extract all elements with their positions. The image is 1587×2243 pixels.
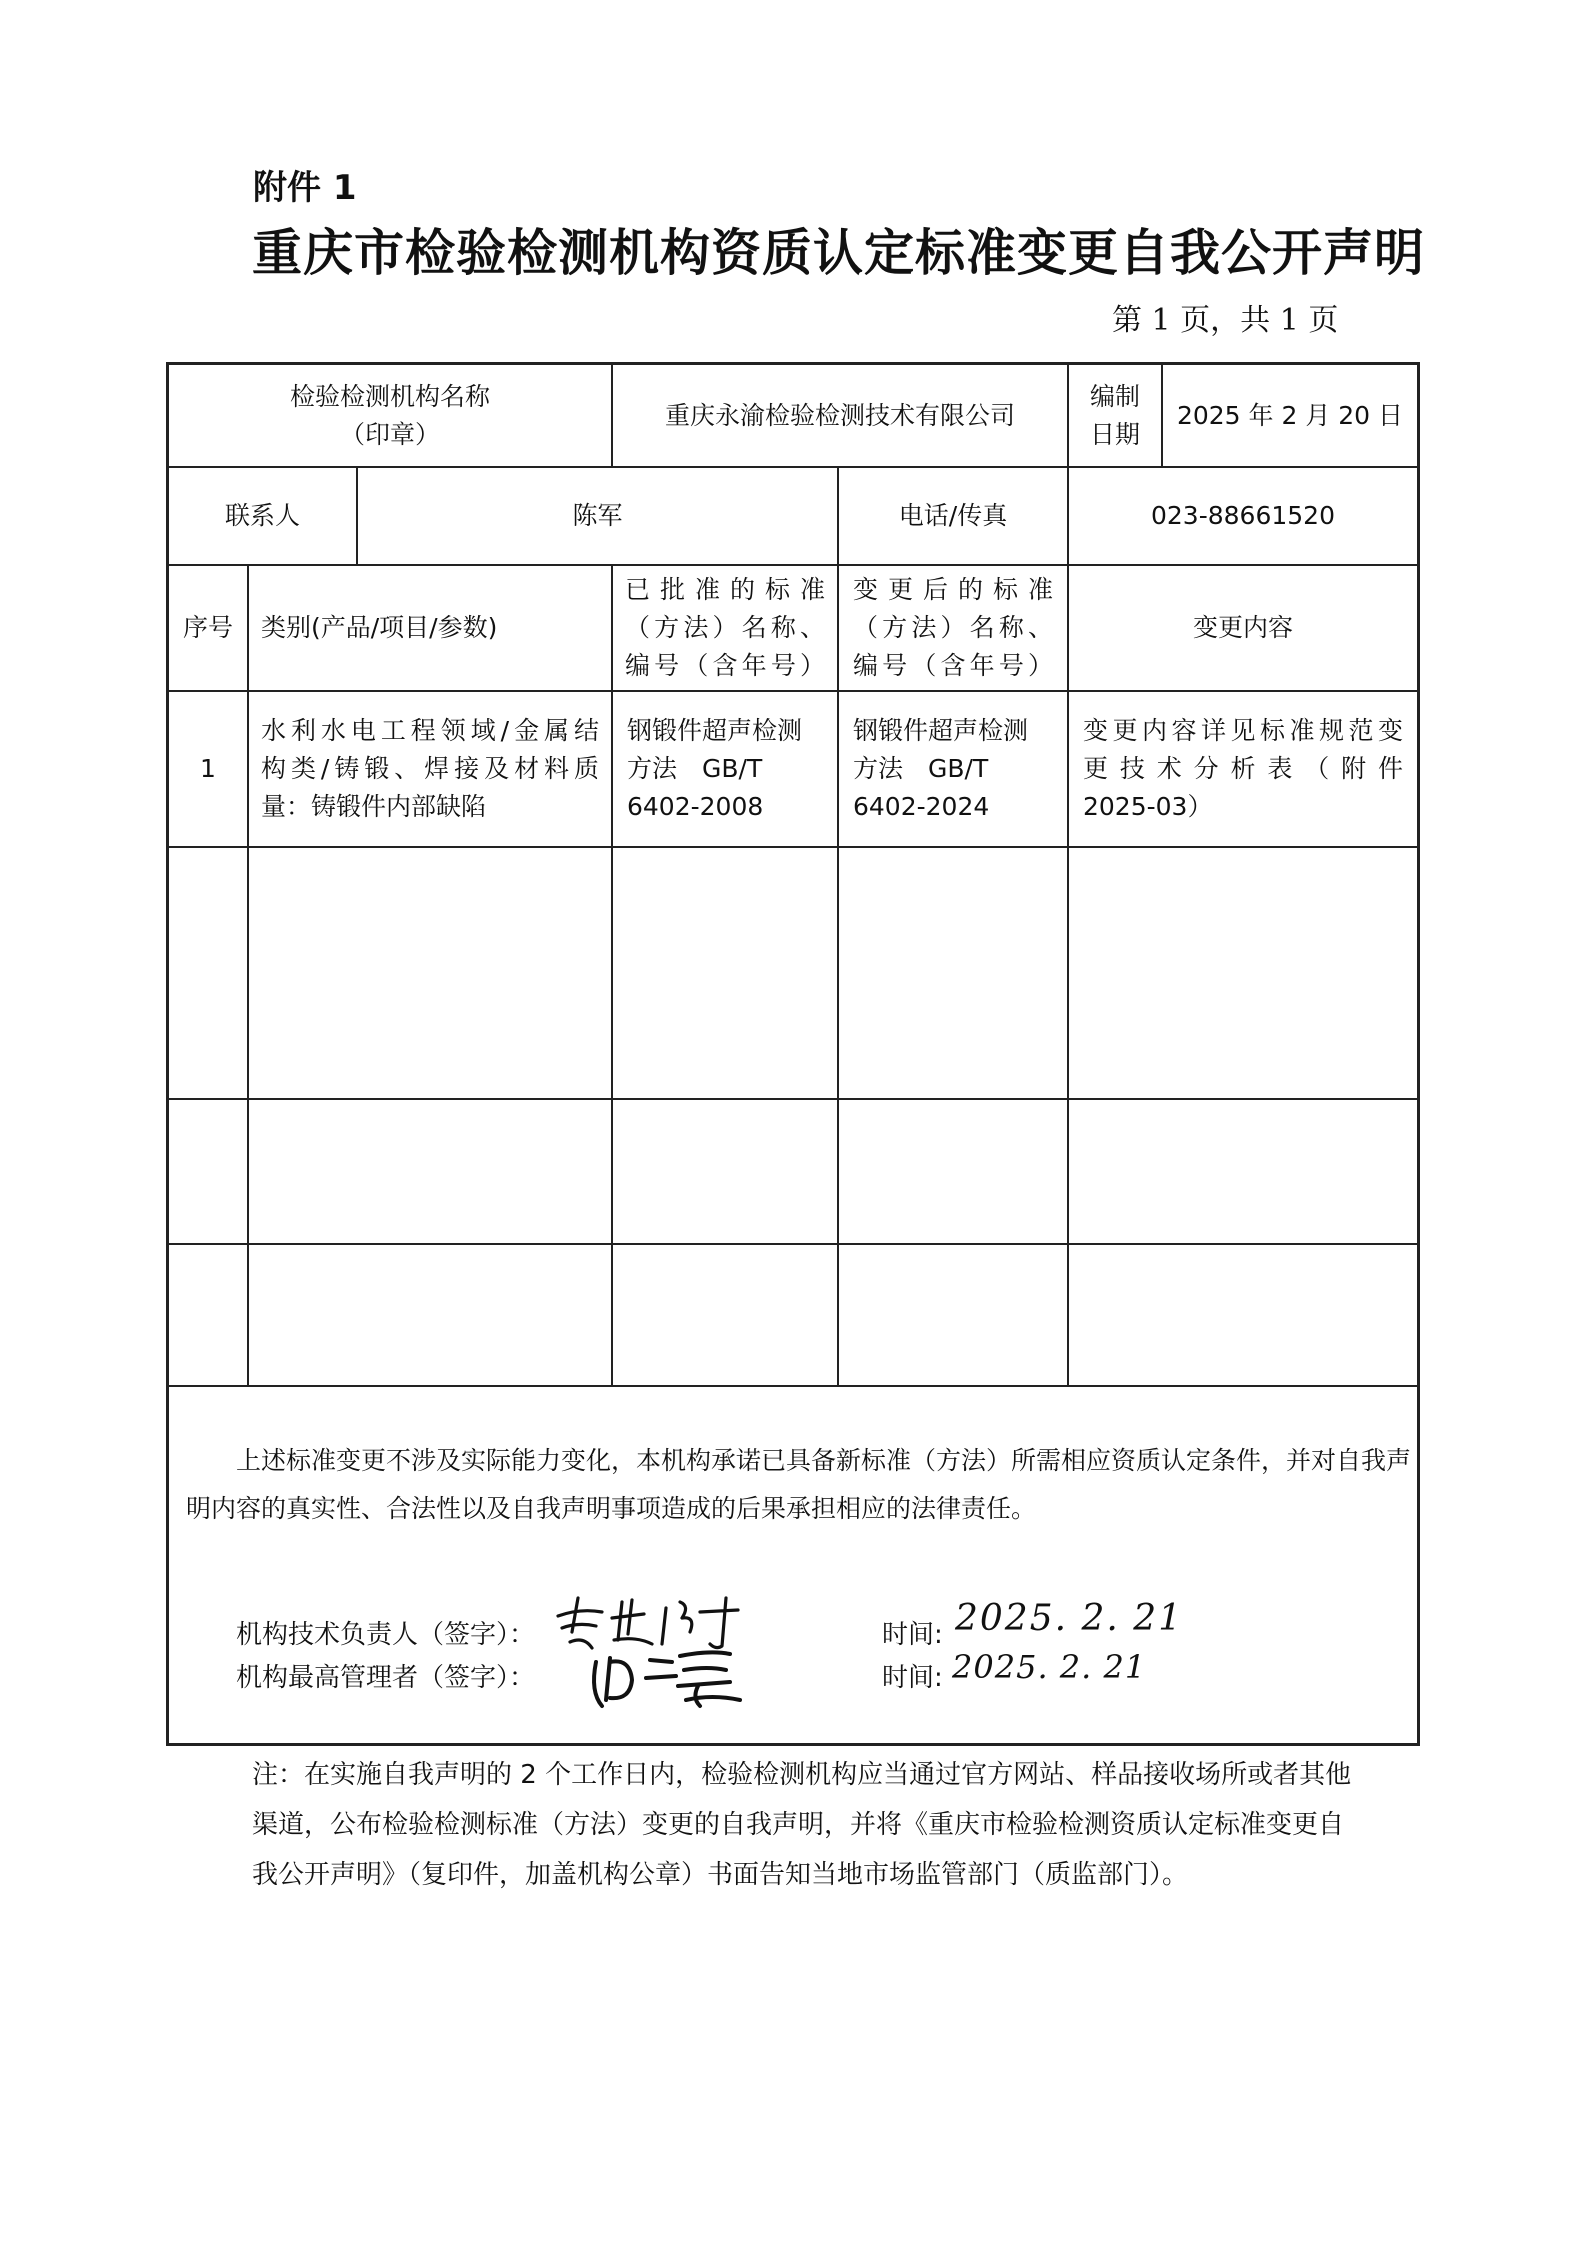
row-seq: 1 <box>200 754 216 783</box>
phone-value: 023-88661520 <box>1151 501 1335 530</box>
page-title: 重庆市检验检测机构资质认定标准变更自我公开声明 <box>252 224 1425 282</box>
org-name-label: 检验检测机构名称 （印章） <box>289 381 490 449</box>
org-name-value: 重庆永渝检验检测技术有限公司 <box>664 400 1015 430</box>
time-label-2: 时间: <box>882 1663 943 1693</box>
row-category: 水利水电工程领域/金属结 构类/铸锻、焊接及材料质 量：铸锻件内部缺陷 <box>261 716 599 821</box>
header-category: 类别(产品/项目/参数) <box>261 613 498 642</box>
time-value-2: 2025. 2. 21 <box>952 1648 1147 1686</box>
contact-label: 联系人 <box>224 501 300 530</box>
header-seq: 序号 <box>182 613 233 642</box>
date-value: 2025 年 2 月 20 日 <box>1176 400 1404 430</box>
header-content: 变更内容 <box>1192 613 1293 642</box>
manager-signature <box>580 1640 760 1720</box>
time-value-1: 2025. 2. 21 <box>955 1598 1184 1639</box>
header-approved: 已批准的标准 （方法）名称、 编号（含年号） <box>625 575 825 680</box>
footnote: 注：在实施自我声明的 2 个工作日内，检验检测机构应当通过官方网站、样品接收场所或者其他渠道，公布检验检测标准（方法）变更的自我声明，并将《重庆市检验检测资质认定标准变更自我公开声明》（复印件，加盖机构公章）书面告知当地市场监管部门（质监部门）。 <box>252 1760 1352 1890</box>
commitment-statement: 上述标准变更不涉及实际能力变化，本机构承诺已具备新标准（方法）所需相应资质认定条件，并对自我声明内容的真实性、合法性以及自我声明事项造成的后果承担相应的法律责任。 <box>186 1446 1412 1523</box>
row-change-content: 变更内容详见标准规范变 更技术分析表（附件 2025-03） <box>1083 716 1403 821</box>
date-label: 编制 日期 <box>1089 381 1140 449</box>
time-label-1: 时间: <box>882 1620 943 1650</box>
manager-signature-label: 机构最高管理者（签字）： <box>236 1663 536 1693</box>
row-changed-standard: 钢锻件超声检测 方法 GB/T 6402-2024 <box>853 716 1029 821</box>
contact-value: 陈军 <box>572 501 623 530</box>
row-approved-standard: 钢锻件超声检测 方法 GB/T 6402-2008 <box>627 716 803 821</box>
attachment-label: 附件 1 <box>253 168 357 208</box>
phone-label: 电话/传真 <box>898 501 1008 530</box>
page-info: 第 1 页，共 1 页 <box>1112 303 1339 338</box>
header-changed: 变更后的标准 （方法）名称、 编号（含年号） <box>853 575 1053 680</box>
tech-lead-signature-label: 机构技术负责人（签字）： <box>236 1620 536 1650</box>
